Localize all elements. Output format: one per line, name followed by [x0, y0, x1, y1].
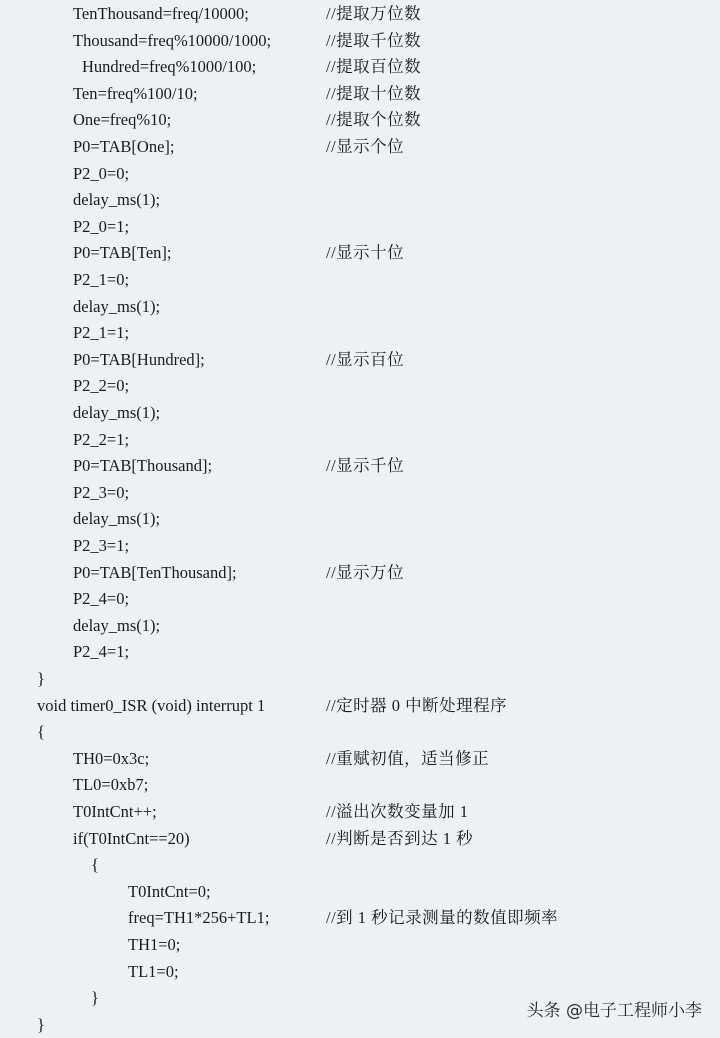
code-line — [0, 187, 720, 213]
code-line — [0, 560, 720, 586]
watermark: 头条 @电子工程师小李 — [526, 1001, 702, 1021]
code-statement: { — [91, 855, 99, 875]
code-statement: TL0=0xb7; — [73, 775, 149, 795]
code-line — [0, 533, 720, 559]
code-line — [0, 666, 720, 692]
code-statement: void timer0_ISR (void) interrupt 1 — [37, 695, 266, 715]
code-comment: //提取十位数 — [326, 83, 422, 103]
code-statement: P0=TAB[Ten]; — [73, 243, 172, 263]
code-line — [0, 639, 720, 665]
code-line — [0, 506, 720, 532]
code-line — [0, 1, 720, 27]
code-statement: P0=TAB[One]; — [73, 137, 175, 156]
code-statement: Hundred=freq%1000/100; — [82, 57, 257, 77]
code-statement: P2_4=1; — [73, 642, 130, 662]
code-statement: delay_ms(1); — [73, 190, 161, 210]
code-line — [0, 879, 720, 905]
code-statement: P2_0=0; — [73, 163, 130, 183]
code-statement: delay_ms(1); — [73, 296, 161, 316]
code-statement: P2_4=0; — [73, 589, 130, 609]
code-statement: P2_0=1; — [73, 216, 130, 236]
code-line — [0, 852, 720, 878]
code-statement: { — [37, 722, 45, 742]
code-line — [0, 28, 720, 54]
code-line — [0, 746, 720, 772]
code-comment: //显示个位 — [326, 137, 405, 156]
code-line — [0, 54, 720, 80]
code-line — [0, 799, 720, 825]
code-line — [0, 161, 720, 187]
code-statement: delay_ms(1); — [73, 615, 161, 635]
code-line — [0, 214, 720, 240]
code-statement: P2_1=0; — [73, 270, 130, 289]
code-line — [0, 905, 720, 931]
code-comment: //重赋初值，适当修正 — [326, 748, 490, 768]
code-line — [0, 826, 720, 852]
code-statement: P2_1=1; — [73, 323, 130, 343]
code-line — [0, 267, 720, 293]
code-comment: //定时器 0 中断处理程序 — [326, 695, 508, 715]
code-comment: //提取万位数 — [326, 4, 422, 23]
code-statement: T0IntCnt=0; — [128, 881, 211, 901]
code-comment: //提取百位数 — [326, 57, 422, 77]
code-statement: P2_3=0; — [73, 482, 130, 502]
code-line — [0, 347, 720, 373]
code-statement: P2_2=0; — [73, 376, 130, 396]
code-statement: delay_ms(1); — [73, 509, 161, 529]
code-line — [0, 959, 720, 985]
code-statement: P0=TAB[Thousand]; — [73, 456, 213, 476]
code-statement: TH1=0; — [128, 935, 181, 954]
code-line — [0, 134, 720, 160]
code-statement: delay_ms(1); — [73, 403, 161, 422]
code-line — [0, 453, 720, 479]
code-statement: } — [37, 669, 45, 688]
code-line — [0, 320, 720, 346]
code-comment: //提取千位数 — [326, 30, 422, 50]
code-line — [0, 719, 720, 745]
code-comment: //到 1 秒记录测量的数值即频率 — [326, 908, 559, 928]
code-line — [0, 294, 720, 320]
code-statement: P2_2=1; — [73, 429, 130, 449]
code-comment: //显示百位 — [326, 349, 405, 369]
code-line — [0, 772, 720, 798]
code-comment: //显示万位 — [326, 562, 405, 582]
code-line — [0, 400, 720, 426]
code-statement: P2_3=1; — [73, 536, 130, 555]
code-statement: P0=TAB[Hundred]; — [73, 349, 205, 369]
code-statement: TenThousand=freq/10000; — [73, 4, 249, 23]
code-line — [0, 373, 720, 399]
code-statement: TH0=0x3c; — [73, 748, 150, 768]
code-statement: freq=TH1*256+TL1; — [128, 908, 270, 928]
code-statement: } — [37, 1014, 45, 1034]
code-statement: TL1=0; — [128, 961, 179, 981]
code-comment: //溢出次数变量加 1 — [326, 802, 469, 821]
code-line — [0, 81, 720, 107]
code-statement: } — [91, 988, 99, 1008]
code-statement: One=freq%10; — [73, 110, 172, 130]
code-comment: //提取个位数 — [326, 110, 422, 130]
code-line — [0, 427, 720, 453]
code-statement: Ten=freq%100/10; — [73, 83, 198, 103]
code-statement: P0=TAB[TenThousand]; — [73, 562, 237, 582]
code-line — [0, 693, 720, 719]
code-line — [0, 480, 720, 506]
code-comment: //显示十位 — [326, 243, 405, 263]
code-line — [0, 932, 720, 958]
code-line — [0, 613, 720, 639]
code-statement: T0IntCnt++; — [73, 802, 157, 821]
code-line — [0, 586, 720, 612]
code-line — [0, 240, 720, 266]
code-statement: Thousand=freq%10000/1000; — [73, 30, 272, 50]
code-statement: if(T0IntCnt==20) — [73, 828, 190, 848]
code-comment: //判断是否到达 1 秒 — [326, 828, 474, 848]
code-comment: //显示千位 — [326, 456, 405, 476]
code-line — [0, 107, 720, 133]
